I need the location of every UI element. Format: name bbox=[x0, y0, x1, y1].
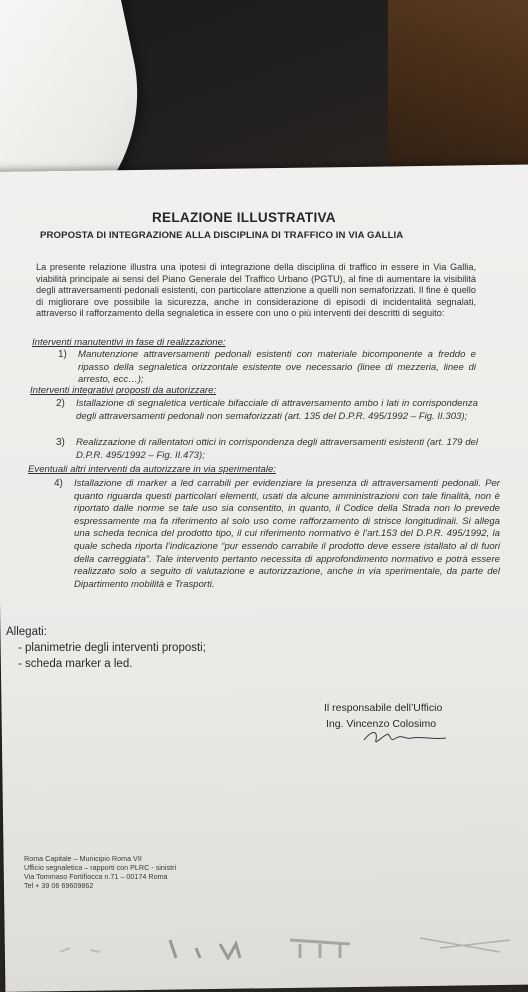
item-text: Realizzazione di rallentatori ottici in corrispondenza degli attraversamenti esistenti (art. 179 del D.P.R. 495/1992 – Fig. II.473); bbox=[76, 437, 478, 461]
attachments-label: Allegati: bbox=[6, 626, 47, 638]
attachment-item: - scheda marker a led. bbox=[18, 658, 133, 670]
footer-line: Roma Capitale – Municipio Roma VII bbox=[24, 854, 142, 863]
footer-line: Ufficio segnaletica – rapporti con PLRC - sinistri bbox=[24, 863, 177, 872]
footer-line: Tel + 39 06 69609862 bbox=[24, 881, 94, 890]
section-heading-manutentivi: Interventi manutentivi in fase di realizzazione: bbox=[32, 337, 226, 348]
signature-name: Ing. Vincenzo Colosimo bbox=[326, 718, 437, 730]
document-subtitle: PROPOSTA DI INTEGRAZIONE ALLA DISCIPLINA DI TRAFFICO IN VIA GALLIA bbox=[40, 230, 404, 241]
bleed-through-marks bbox=[0, 930, 528, 960]
item-text: Manutenzione attraversamenti pedonali esistenti con materiale bicomponente a freddo e ripasso della segnaletica orizzontale esistente ove necessario (linee di mezzeria, linee di arresto, ecc…); bbox=[78, 349, 476, 386]
attachment-item: - planimetrie degli interventi proposti; bbox=[18, 642, 206, 654]
section-heading-sperimentale: Eventuali altri interventi da autorizzare in via sperimentale: bbox=[28, 464, 276, 475]
item-number: 3) bbox=[56, 437, 65, 448]
item-number: 2) bbox=[56, 398, 65, 409]
document-title: RELAZIONE ILLUSTRATIVA bbox=[152, 210, 336, 225]
item-text: Istallazione di segnaletica verticale bifacciale di attraversamento ambo i lati in corrispondenza degli attraversamenti pedonali non semaforizzati (art. 135 del D.P.R. 495/1992 – Fig. II.303); bbox=[76, 398, 478, 422]
item-text: Istallazione di marker a led carrabili per evidenziare la presenza di attraversamenti pedonali. Per quanto riguarda questi particolari elementi, usati da alcune amministrazioni con tale finalità, non è riportato dalle norme se tale uso sia consentito, in quanto, il Codice della Strada non lo prevede espressamente ma fa riferimento al solo uso come rafforzamento di strisce longitudinali. Si allega una scheda tecnica del prodotto tipo, il cui riferimento normativo è l’art.153 del D.P.R. 495/1992, la quale scheda riporta l’indicazione “pur essendo carrabile il prodotto deve essere istallato al di fuori della carreggiata”. Tale intervento pertanto necessita di approfondimento normativo e potrà essere realizzato solo a seguito di valutazione e autorizzazione, anche in via sperimentale, da parte del Dipartimento mobilità e Trasporti. bbox=[74, 478, 500, 590]
handwritten-signature bbox=[360, 726, 450, 748]
intro-paragraph: La presente relazione illustra una ipotesi di integrazione della disciplina di traffico in essere in Via Gallia, viabilità principale ai sensi del Piano Generale del Traffico Urbano (PGTU), al fine di aumentare la visibilità degli attraversamenti pedonali esistenti, con particolare attenzione a quelli non semaforizzati. Il fine è quello di migliorare ove possibile la sicurezza, anche in considerazione di episodi di incidentalità segnalati, attraverso il rafforzamento della segnaletica in essere con uno o più interventi dei descritti di seguito: bbox=[36, 262, 476, 319]
item-number: 4) bbox=[54, 478, 63, 489]
signature-role: Il responsabile dell’Ufficio bbox=[324, 702, 443, 714]
footer-line: Via Tommaso Fortifiocca n.71 – 00174 Roma bbox=[24, 872, 168, 881]
section-heading-integrativi: Interventi integrativi proposti da autorizzare: bbox=[30, 385, 217, 396]
item-number: 1) bbox=[58, 349, 67, 360]
